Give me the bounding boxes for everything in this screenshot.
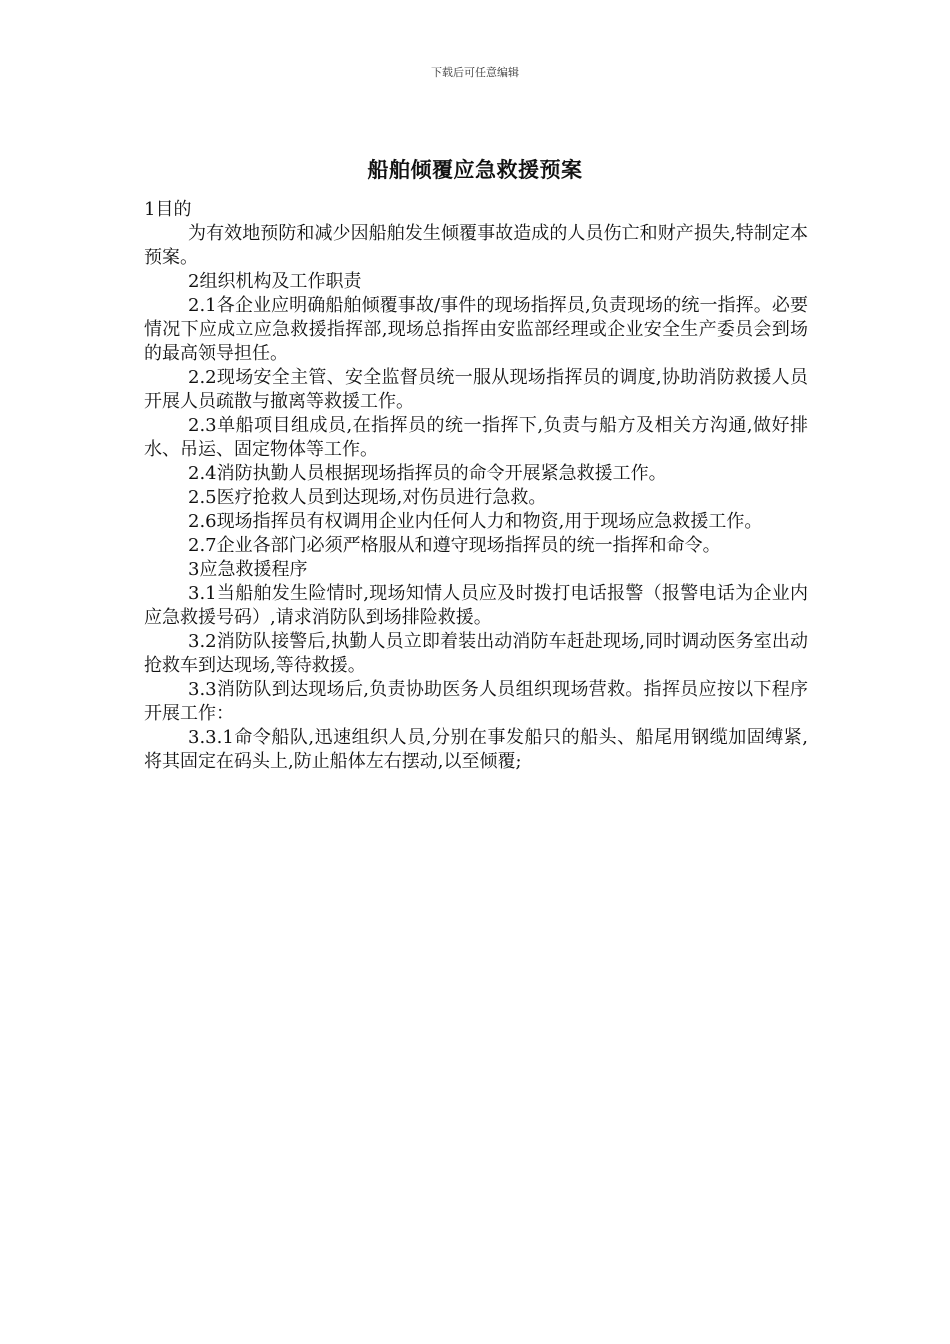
paragraph: 3.3.1命令船队,迅速组织人员,分别在事发船只的船头、船尾用钢缆加固缚紧,将其固定在码头上,防止船体左右摆动,以至倾覆; bbox=[144, 727, 808, 772]
paragraph: 3.2消防队接警后,执勤人员立即着装出动消防车赶赴现场,同时调动医务室出动抢救车到达现场,等待救援。 bbox=[144, 631, 808, 676]
paragraph: 2.1各企业应明确船舶倾覆事故/事件的现场指挥员,负责现场的统一指挥。必要情况下应成立应急救援指挥部,现场总指挥由安监部经理或企业安全生产委员会到场的最高领导担任。 bbox=[144, 295, 808, 364]
paragraph: 1目的 bbox=[144, 199, 192, 220]
paragraph: 3应急救援程序 bbox=[188, 559, 308, 580]
paragraph: 3.3消防队到达现场后,负责协助医务人员组织现场营救。指挥员应按以下程序开展工作： bbox=[144, 679, 808, 724]
paragraph: 2.5医疗抢救人员到达现场,对伤员进行急救。 bbox=[188, 487, 547, 508]
document-body bbox=[144, 198, 808, 774]
paragraph: 2组织机构及工作职责 bbox=[188, 271, 362, 292]
header-note: 下载后可任意编辑 bbox=[431, 66, 519, 79]
paragraph: 2.3单船项目组成员,在指挥员的统一指挥下,负责与船方及相关方沟通,做好排水、吊运、固定物体等工作。 bbox=[144, 415, 808, 460]
paragraph: 2.2现场安全主管、安全监督员统一服从现场指挥员的调度,协助消防救援人员开展人员疏散与撤离等救援工作。 bbox=[144, 367, 808, 412]
paragraph: 2.6现场指挥员有权调用企业内任何人力和物资,用于现场应急救援工作。 bbox=[188, 511, 763, 532]
document-title: 船舶倾覆应急救援预案 bbox=[367, 158, 583, 182]
paragraph: 2.4消防执勤人员根据现场指挥员的命令开展紧急救援工作。 bbox=[188, 463, 667, 484]
paragraph: 2.7企业各部门必须严格服从和遵守现场指挥员的统一指挥和命令。 bbox=[188, 535, 721, 556]
paragraph: 为有效地预防和减少因船舶发生倾覆事故造成的人员伤亡和财产损失,特制定本预案。 bbox=[144, 223, 808, 268]
paragraph: 3.1当船舶发生险情时,现场知情人员应及时拨打电话报警（报警电话为企业内应急救援号码）,请求消防队到场排险救援。 bbox=[144, 583, 808, 628]
